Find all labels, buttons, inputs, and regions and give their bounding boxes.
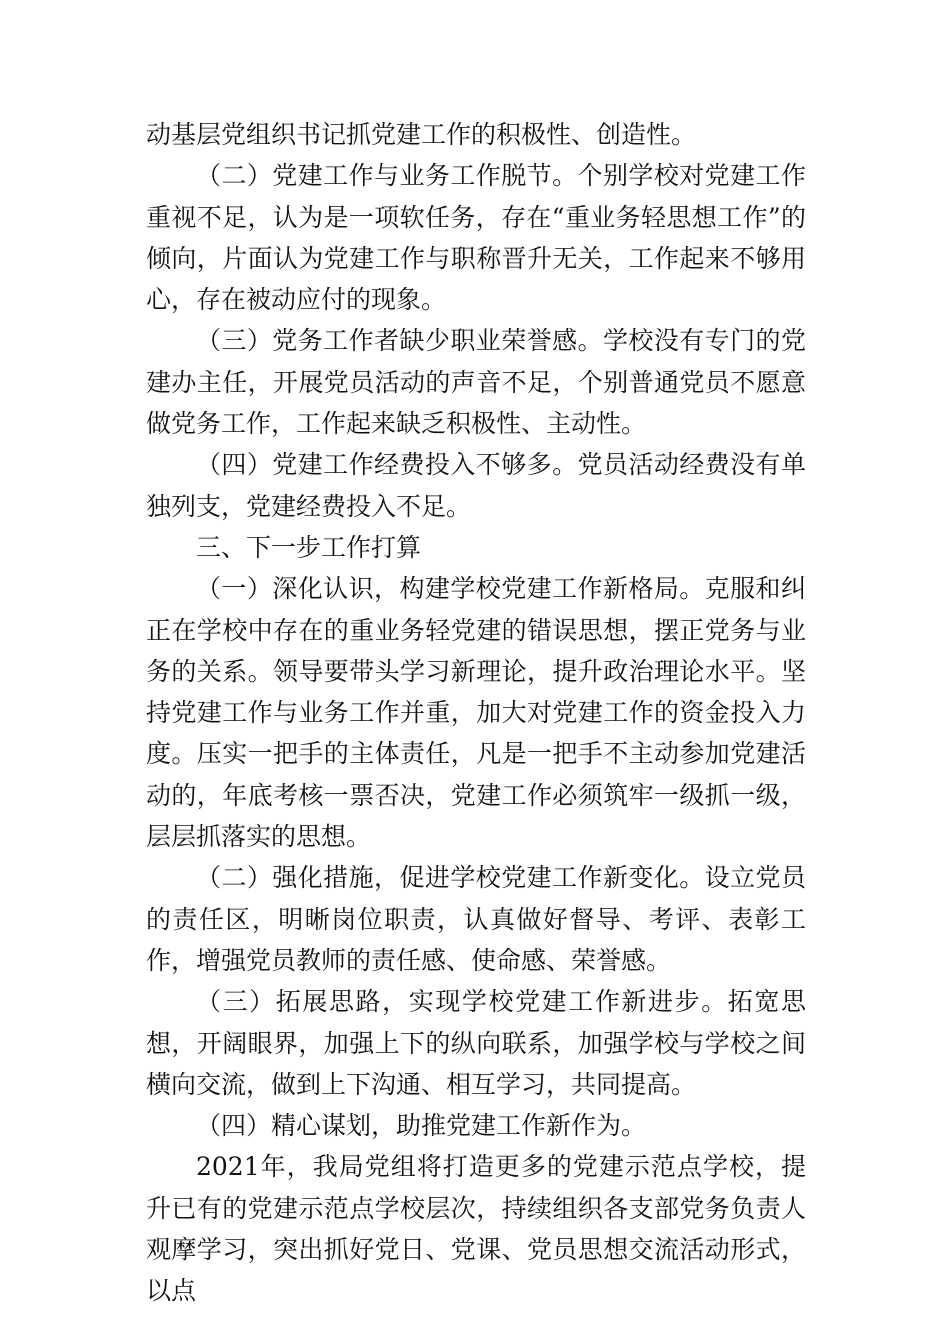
paragraph-plan-2: （二）强化措施，促进学校党建工作新变化。设立党员的责任区，明晰岗位职责，认真做好督导、考评、表彰工作，增强党员教师的责任感、使命感、荣誉感。: [146, 863, 806, 975]
paragraph-issue-2: （二）党建工作与业务工作脱节。个别学校对党建工作重视不足，认为是一项软任务，存在“重业务轻思想工作”的倾向，片面认为党建工作与职称晋升无关，工作起来不够用心，存在被动应付的现象。: [146, 161, 806, 315]
paragraph-issue-4: （四）党建工作经费投入不够多。党员活动经费没有单独列支，党建经费投入不足。: [146, 450, 806, 521]
paragraph-continuation: 动基层党组织书记抓党建工作的积极性、创造性。: [146, 120, 697, 149]
paragraph-2021-plan: 2021年，我局党组将打造更多的党建示范点学校，提升已有的党建示范点学校层次，持续组织各支部党务负责人观摩学习，突出抓好党日、党课、党员思想交流活动形式，以点: [146, 1152, 806, 1306]
paragraph-plan-3: （三）拓展思路，实现学校党建工作新进步。拓宽思想，开阔眼界，加强上下的纵向联系，加强学校与学校之间横向交流，做到上下沟通、相互学习，共同提高。: [146, 987, 806, 1099]
paragraph-plan-4: （四）精心谋划，助推党建工作新作为。: [196, 1111, 647, 1141]
document-body: [146, 114, 806, 1312]
section-heading-next-steps: 三、下一步工作打算: [196, 532, 422, 562]
paragraph-issue-3: （三）党务工作者缺少职业荣誉感。学校没有专门的党建办主任，开展党员活动的声音不足，个别普通党员不愿意做党务工作，工作起来缺乏积极性、主动性。: [146, 326, 806, 439]
paragraph-plan-1: （一）深化认识，构建学校党建工作新格局。克服和纠正在学校中存在的重业务轻党建的错误思想，摆正党务与业务的关系。领导要带头学习新理论，提升政治理论水平。坚持党建工作与业务工作并重，加大对党建工作的资金投入力度。压实一把手的主体责任，凡是一把手不主动参加党建活动的，年底考核一票否决，党建工作必须筑牢一级抓一级，层层抓落实的思想。: [146, 574, 806, 852]
